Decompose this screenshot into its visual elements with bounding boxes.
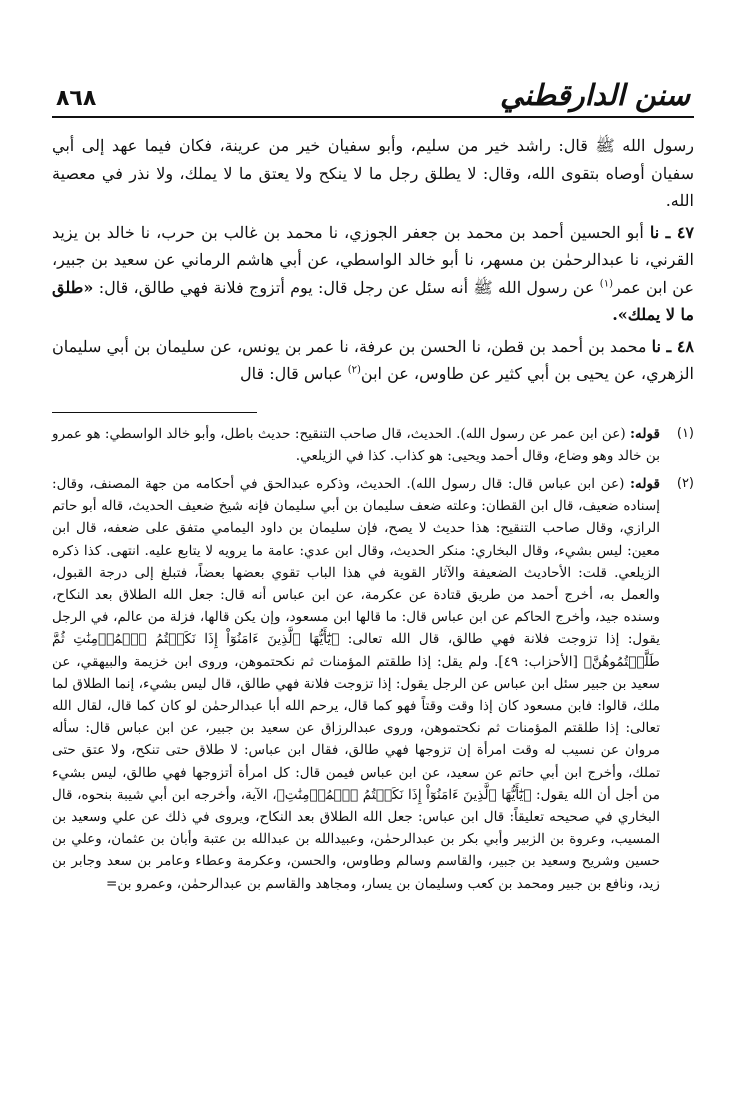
main-text [52,132,694,388]
footnote-body [52,473,660,895]
hadith-text: عن رسول الله ﷺ أنه سئل عن رجل قال: يوم أتزوج فلانة فهي طالق، قال: [98,277,595,297]
footnote-divider [52,412,257,413]
footnote-2 [52,473,694,895]
hadith-47 [52,219,694,329]
footnote-label: قوله: [630,475,660,492]
hadith-chain: محمد بن أحمد بن قطن، نا الحسن بن عرفة، نا عمر بن يونس، عن سليمان بن أبي سليمان الزهري، عن يحيى بن أبي كثير عن طاوس، عن ابن [52,336,694,383]
paragraph-continuation [52,132,694,215]
paragraph-text: رسول الله ﷺ قال: راشد خير من سليم، وأبو سفيان خير من عرينة، فكان فيما عهد إلى أبي سفيان أوصاه بتقوى الله، وقال: لا يطلق رجل ما لا ينكح ولا يعتق ما لا يملك، ولا نذر في معصية الله. [52,136,695,210]
hadith-number: ٤٨ ـ نا [651,336,694,356]
hadith-saying: «طلق ما لا يملك». [52,277,694,324]
running-title: سنن الدارقطني [500,78,690,112]
page-header [52,62,694,118]
footnote-1 [52,423,694,467]
footnote-text: (عن ابن عباس قال: قال رسول الله). الحديث، وذكره عبدالحق في أحكامه من جهة المصنف، وقال: إسناده ضعيف، قال ابن القطان: وعلته ضعف سليمان بن أبي سليمان فإنه شيخ ضعيف الحديث، قاله أبو حاتم الرازي، وقال صاحب التنقيح: هذا حديث لا يصح، فإن سليمان بن داود اليمامي متفق على ضعفه، قال ابن معين: ليس بشيء، وقال البخاري: منكر الحديث، وقال ابن عدي: عامة ما يرويه لا يتابع عليه. انتهى. كذا ذكره الزيلعي. قلت: الأحاديث الضعيفة والآثار القوية في هذا الباب تقوي بعضها بعضاً، فتبلغ إلى درجة القبول، والعمل به، أخرج أحمد من طريق قتادة عن عكرمة، عن ابن عباس أنه قال: جعل الله الطلاق بعد النكاح، وسنده جيد، وأخرج الحاكم عن ابن عباس قال: ما قالها ابن مسعود، وإن يكن قالها، فزلة من عالم، في الرجل يقول: إذا تزوجت فلانة فهي طالق، قال الله تعالى: ﴿يَٰٓأَيُّهَا ٱلَّذِينَ ءَامَنُوٓاْ إِذَا نَكَحۡتُمُ ٱلۡمُؤۡمِنَٰتِ ثُمَّ طَلَّقۡتُمُوهُنَّ﴾ [الأحزاب: ٤٩]. ولم يقل: إذا طلقتم المؤمنات ثم نكحتموهن، وروى ابن خزيمة والبيهقي، عن سعيد بن جبير سئل ابن عباس عن الرجل يقول: إذا تزوجت فلانة فهي طالق، قال ليس بشيء، إنما الطلاق لما ملك، قالوا: فابن مسعود كان إذا وقت وقتاً فهو كما قال، يرحم الله أبا عبدالرحمٰن لو كان كما قال، لقال الله تعالى: إذا طلقتم المؤمنات ثم نكحتموهن، وروى عبدالرزاق عن سعيد بن جبير، عن ابن عباس قال: سأله مروان عن نسيب له وقت امرأة إن تزوجها فهي طالق، فقال ابن عباس: لا طلاق حتى تنكح، ولا عتق حتى تملك، وأخرج ابن أبي حاتم عن سعيد، عن ابن عباس فيمن قال: كل امرأة أتزوجها فهي طالق، ليس بشيء من أجل أن الله يقول: ﴿يَٰٓأَيُّهَا ٱلَّذِينَ ءَامَنُوٓاْ إِذَا نَكَحۡتُمُ ٱلۡمُؤۡمِنَٰتِ﴾، الآية، وأخرجه ابن أبي شيبة بنحوه، قال البخاري في صحيحه تعليقاً: قال ابن عباس: جعل الله الطلاق بعد النكاح، ويروى في ذلك عن علي وسعيد بن المسيب، وعروة بن الزبير وأبي بكر بن عبدالرحمٰن، وعبيدالله بن عبدالله بن عتبة وأبان بن عثمان، وعلي بن حسين وشريح وسعيد بن جبير، والقاسم وسالم وطاوس، والحسن، وعكرمة وعطاء وعامر بن سعد وجابر بن زيد، ونافع بن جبير ومحمد بن كعب وسليمان بن يسار، ومجاهد والقاسم بن عبدالرحمٰن، وعمرو بن= [52,475,660,892]
hadith-number: ٤٧ ـ نا [649,222,695,242]
footnote-ref[interactable]: (١) [599,278,613,290]
hadith-text: عباس قال: قال [240,364,343,383]
footnote-marker: (٢) [676,475,694,491]
footnote-marker: (١) [676,425,694,441]
hadith-chain: أبو الحسين أحمد بن محمد بن جعفر الجوزي، نا محمد بن غالب بن حرب، نا خالد بن يزيد القرني، نا عبدالرحمٰن بن مسهر، نا أبو خالد الواسطي، عن أبي هاشم الرماني عن سعيد بن جبير، عن ابن عمر [52,222,695,297]
footnote-text: (عن ابن عمر عن رسول الله). الحديث، قال صاحب التنقيح: حديث باطل، وأبو خالد الواسطي: هو عمرو بن خالد وهو وضاع، وقال أحمد ويحيى: هو كذاب. كذا في الزيلعي. [52,425,660,464]
footnote-label: قوله: [630,425,660,442]
footnotes [52,423,694,895]
footnote-ref[interactable]: (٢) [347,364,361,376]
footnote-body [52,423,660,467]
page-number: ٨٦٨ [56,86,97,111]
hadith-48 [52,333,694,388]
